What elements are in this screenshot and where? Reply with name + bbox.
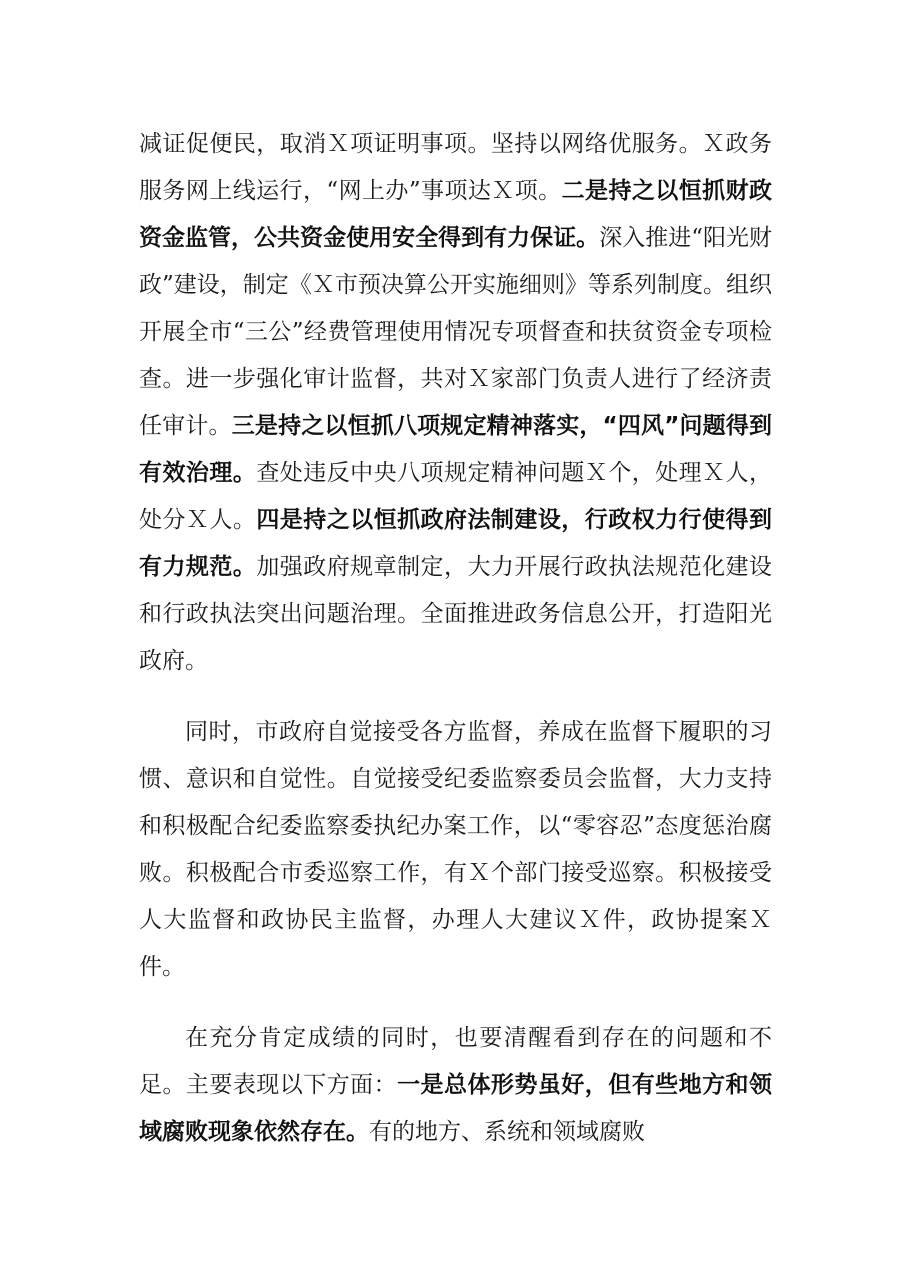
- paragraph-3-run-3: 有的地方、系统和领域腐败: [369, 1119, 645, 1145]
- paragraph-1-heading-4: 四是持之以恒抓政府法制建设，行政权力行使得到有力规范。: [139, 507, 773, 580]
- paragraph-1-run-5: 查处违反中央八项规定精神问题Ｘ个，处理Ｘ人，处分Ｘ人。: [139, 460, 773, 533]
- paragraph-1-heading-2: 二是持之以恒抓财政资金监管，公共资金使用安全得到有力保证。: [139, 178, 772, 251]
- paragraph-1-heading-3: 三是持之以恒抓八项规定精神落实，“四风”问题得到有效治理。: [139, 413, 773, 486]
- paragraph-3-run-1: 在充分肯定成绩的同时，也要清醒看到存在的问题和不足。主要表现以下方面：: [139, 1025, 772, 1098]
- paragraph-1: [139, 121, 772, 685]
- paragraph-1-run-7: 加强政府规章制定，大力开展行政执法规范化建设和行政执法突出问题治理。全面推进政务信息公开，打造阳光政府。: [139, 554, 773, 674]
- paragraph-2: [139, 709, 772, 991]
- paragraph-1-run-3: 深入推进“阳光财政”建设，制定《Ｘ市预决算公开实施细则》等系列制度。组织开展全市“三公”经费管理使用情况专项督查和扶贫资金专项检查。进一步强化审计监督，共对Ｘ家部门负责人进行了经济责任审计。: [139, 225, 773, 439]
- paragraph-2-run-1: 同时，市政府自觉接受各方监督，养成在监督下履职的习惯、意识和自觉性。自觉接受纪委监察委员会监督，大力支持和积极配合纪委监察委执纪办案工作，以“零容忍”态度惩治腐败。积极配合市委巡察工作，有Ｘ个部门接受巡察。积极接受人大监督和政协民主监督，办理人大建议Ｘ件，政协提案Ｘ件。: [139, 719, 772, 980]
- paragraph-3: [139, 1015, 772, 1156]
- paragraph-1-run-1: 减证促便民，取消Ｘ项证明事项。坚持以网络优服务。Ｘ政务服务网上线运行，“网上办”事项达Ｘ项。: [139, 131, 772, 204]
- document-page: [139, 121, 772, 1180]
- paragraph-3-heading-1: 一是总体形势虽好，但有些地方和领域腐败现象依然存在。: [139, 1072, 773, 1145]
